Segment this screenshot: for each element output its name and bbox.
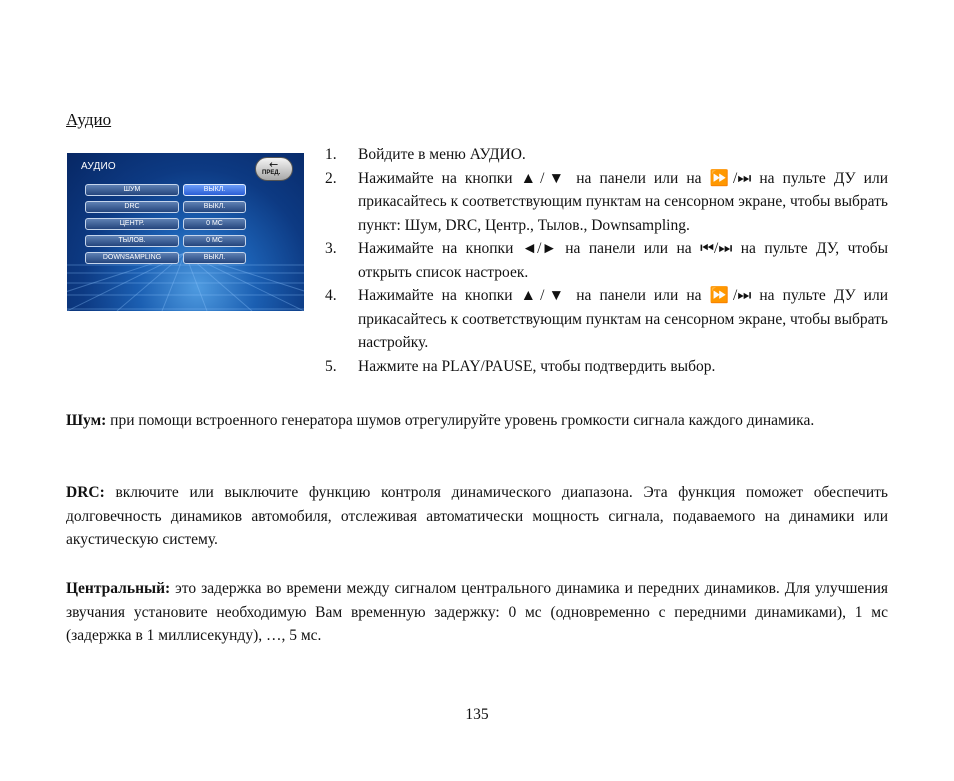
- step-number: 3.: [325, 240, 337, 257]
- drc-term: DRC:: [66, 484, 105, 501]
- step-number: 5.: [325, 357, 337, 375]
- page-number: 135: [465, 706, 489, 723]
- center-paragraph: [66, 577, 888, 648]
- back-button[interactable]: [255, 157, 293, 181]
- drc-text: включите или выключите функцию контроля динамического диапазона. Эта функция поможет обеспечить долговечность динамиков автомобиля, отслеживая автоматически мощность сигнала, подаваемого на динамики или акустическую систему.: [66, 484, 888, 548]
- menu-item-drc[interactable]: DRC: [85, 201, 179, 213]
- audio-menu-screenshot: [67, 153, 304, 311]
- back-button-label: ПРЕД.: [262, 170, 281, 176]
- screen-title: АУДИО: [81, 161, 116, 172]
- step-text: Нажмите на PLAY/PAUSE, чтобы подтвердить выбор.: [358, 357, 716, 375]
- back-arrow-icon: ←: [269, 158, 279, 171]
- noise-text: при помощи встроенного генератора шумов отрегулируйте уровень громкости сигнала каждого динамика.: [106, 412, 815, 429]
- section-heading: Аудио: [66, 110, 112, 129]
- list-item: [325, 143, 888, 167]
- step-number: 1.: [325, 146, 337, 163]
- list-item: [325, 237, 888, 284]
- step-number: 2.: [325, 169, 337, 187]
- list-item: [325, 167, 888, 238]
- list-item: [325, 355, 888, 379]
- center-term: Центральный:: [66, 580, 171, 597]
- instruction-list: [325, 143, 888, 378]
- step-text: Нажимайте на кнопки ▲/▼ на панели или на ⏩/⏭ на пульте ДУ или прикасайтесь к соответствующим пунктам на сенсорном экране, чтобы выбрать настройку.: [358, 287, 888, 351]
- value-drc[interactable]: ВЫКЛ.: [183, 201, 246, 213]
- center-text: это задержка во времени между сигналом центрального динамика и передних динамиков. Для улучшения звучания установите необходимую Вам временную задержку: 0 мс (одновременно с передними динамиками), 1 мс (задержка в 1 миллисекунду), …, 5 мс.: [66, 580, 888, 644]
- menu-item-center[interactable]: ЦЕНТР.: [85, 218, 179, 230]
- value-downsampling[interactable]: ВЫКЛ.: [183, 252, 246, 264]
- menu-item-noise[interactable]: ШУМ: [85, 184, 179, 196]
- step-text: Нажимайте на кнопки ◄/► на панели или на ⏮/⏭ на пульте ДУ, чтобы открыть список настроек.: [358, 240, 888, 281]
- value-rear[interactable]: 0 МС: [183, 235, 246, 247]
- menu-item-downsampling[interactable]: DOWNSAMPLING: [85, 252, 179, 264]
- value-center[interactable]: 0 МС: [183, 218, 246, 230]
- value-noise[interactable]: ВЫКЛ.: [183, 184, 246, 196]
- step-number: 4.: [325, 287, 337, 304]
- menu-item-rear[interactable]: ТЫЛОВ.: [85, 235, 179, 247]
- list-item: [325, 284, 888, 355]
- noise-term: Шум:: [66, 412, 107, 429]
- noise-paragraph: [66, 409, 888, 433]
- step-text: Нажимайте на кнопки ▲/▼ на панели или на ⏩/⏭ на пульте ДУ или прикасайтесь к соответствующим пунктам на сенсорном экране, чтобы выбрать пункт: Шум, DRC, Центр., Тылов., Downsampling.: [358, 169, 888, 234]
- step-text: Войдите в меню АУДИО.: [358, 146, 526, 163]
- drc-paragraph: [66, 481, 888, 552]
